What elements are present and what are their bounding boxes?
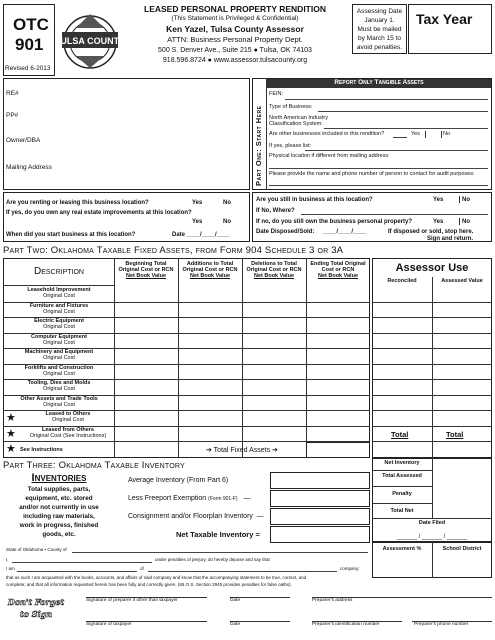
ending-total-cell[interactable] — [306, 364, 370, 380]
if-yes-field[interactable] — [305, 150, 488, 151]
col2-header-c: Net Book Value — [189, 273, 231, 279]
inventory-desc-5: work in progress, finished — [19, 522, 99, 529]
col3-header-b: Original Cost or RCN — [246, 267, 302, 273]
real-estate-yes[interactable]: Yes — [192, 219, 203, 225]
business-type-label: Type of Business: — [269, 104, 313, 110]
date1-label: Date — [230, 598, 241, 603]
taxpayer-info-box — [3, 78, 250, 190]
owner-dba-label: Owner/DBA — [6, 137, 41, 144]
col4-header-b: Cost or RCN — [321, 267, 355, 273]
description-header: Description — [33, 266, 84, 277]
other-business-field[interactable] — [393, 137, 407, 138]
still-own-yes[interactable]: Yes — [433, 219, 444, 225]
school-district-label: School District — [442, 546, 482, 552]
fein-field[interactable] — [285, 99, 488, 100]
col1-header-a: Beginning Total — [125, 261, 167, 267]
date-filed-label: Date Filed — [418, 520, 446, 526]
asset-label: Machinery and Equipment — [24, 349, 94, 355]
office-address: 500 S. Denver Ave., Suite 215 ● Tulsa, OK 74103 — [158, 47, 312, 54]
physical-location-label: Physical location if different from mailing address: — [269, 153, 390, 159]
row-divider-assessor — [372, 441, 492, 442]
assessing-date-mailed: Must be mailed — [357, 26, 402, 33]
assessing-date-jan: January 1. — [364, 17, 395, 24]
renting-no[interactable]: No — [223, 200, 231, 206]
audit-contact-label: Please provide the name and phone number of person to contact for audit purposes: — [269, 171, 475, 177]
additions-cell[interactable] — [178, 379, 242, 395]
oath-line1-a: I, — [6, 557, 9, 562]
total-fixed-assets-field[interactable] — [306, 442, 370, 458]
deletions-cell[interactable] — [242, 379, 306, 395]
date2-label: Date — [230, 622, 241, 627]
oath-line2-b: of — [140, 566, 144, 571]
office-only-label: Report Only Tangible Assets — [334, 79, 424, 86]
beginning-total-cell[interactable] — [114, 286, 178, 302]
asset-row — [4, 302, 492, 318]
oath-line2-a: I am — [6, 566, 15, 571]
business-type-field[interactable] — [318, 111, 488, 112]
oath-line2-c: company; — [340, 566, 360, 571]
freeport-field[interactable] — [270, 490, 370, 507]
preparer-id-label: Preparer's identification number — [312, 622, 380, 627]
ending-total-cell[interactable] — [306, 426, 370, 442]
star-bullet: ★ — [6, 412, 16, 424]
total-assessed-label: Total Assessed — [382, 473, 422, 479]
assessor-name: Ken Yazel, Tulsa County Assessor — [166, 24, 304, 34]
beginning-total-cell[interactable] — [114, 364, 178, 380]
assessor-inventory-col — [432, 458, 433, 518]
total-assessed-divider — [372, 486, 432, 487]
asset-sublabel: Original Cost — [43, 401, 75, 408]
naics-field[interactable] — [324, 128, 488, 129]
sign-return-note: Sign and return. — [427, 236, 474, 242]
asset-row — [4, 286, 492, 302]
part-two-title: Part Two: Oklahoma Taxable Fixed Assets, from Form 904 Schedule 3 or 3A — [3, 245, 344, 256]
form-code: OTC — [13, 15, 49, 34]
if-no-where-label: If No, Where? — [256, 208, 295, 214]
beginning-total-cell[interactable] — [114, 302, 178, 318]
net-inventory-divider — [372, 470, 432, 471]
ending-total-cell[interactable] — [306, 286, 370, 302]
col1-header-b: Original Cost or RCN — [118, 267, 174, 273]
consignment-field[interactable] — [270, 508, 370, 525]
date-filed-field[interactable]: ______ / ______ / ______ — [396, 534, 468, 540]
start-date-field[interactable]: Date ____/____/____ — [172, 232, 231, 238]
date-disposed-label: Date Disposed/Sold: — [256, 229, 315, 235]
oath-company-field[interactable] — [148, 571, 337, 572]
col3-header-a: Deletions to Total — [251, 261, 297, 267]
asset-label: Leased to Others — [45, 411, 91, 417]
beginning-total-cell[interactable] — [114, 410, 178, 426]
tulsa-county-seal — [54, 4, 126, 76]
asset-label: Computer Equipment — [31, 333, 87, 340]
other-business-yes-box[interactable] — [425, 131, 429, 138]
asset-label: Leased from Others — [42, 426, 94, 433]
oath-title-field[interactable] — [17, 571, 137, 572]
county-field[interactable] — [72, 552, 368, 553]
mailing-address-label: Mailing Address — [6, 164, 52, 171]
ending-total-cell[interactable] — [306, 410, 370, 426]
form-number: 901 — [15, 35, 44, 54]
svg-text:TULSA COUNTY: TULSA COUNTY — [54, 36, 126, 46]
asset-row — [4, 348, 492, 364]
additions-cell[interactable] — [178, 333, 242, 349]
asset-sublabel: Original Cost — [43, 386, 75, 392]
beginning-total-cell[interactable] — [114, 379, 178, 395]
part-one-divider — [266, 78, 267, 190]
attn-line: ATTN: Business Personal Property Dept. — [167, 35, 303, 44]
col4-header-c: Net Book Value — [317, 273, 359, 279]
additions-cell[interactable] — [178, 364, 242, 380]
still-in-business-no[interactable]: No — [462, 197, 470, 203]
physical-location-field[interactable] — [269, 168, 488, 169]
deletions-cell[interactable] — [242, 333, 306, 349]
other-business-no-box[interactable] — [441, 131, 445, 138]
office-contact: 918.596.8724 ● www.assessor.tulsacounty.org — [162, 57, 308, 64]
additions-cell[interactable] — [178, 348, 242, 364]
date-disposed-field[interactable]: ____/____/____ — [323, 229, 367, 235]
beginning-total-cell[interactable] — [114, 317, 178, 333]
renting-question: Are you renting or leasing this business location? — [6, 200, 149, 206]
penalty-label: Penalty — [392, 491, 412, 497]
inventory-desc-2: equipment, etc. stored — [25, 495, 93, 502]
deletions-cell[interactable] — [242, 286, 306, 302]
deletions-cell[interactable] — [242, 302, 306, 318]
naics-label-1: North American Industry — [269, 115, 328, 121]
assessed-total: Total — [446, 430, 464, 439]
fein-label: FEIN: — [269, 91, 284, 97]
total-net-label: Total Net — [390, 508, 414, 514]
asset-row — [4, 395, 492, 411]
col2-header-b: Original Cost or RCN — [182, 267, 238, 273]
assessing-date-penalties: avoid penalties. — [356, 44, 403, 51]
consignment-label: Consignment and/or Floorplan Inventory — — [128, 513, 264, 520]
oath-line3: that as such I am acquainted with the books, accounts, and affairs of said company and know that the accompanying statement to be true, correct, and — [6, 575, 307, 580]
asset-sublabel: Original Cost — [43, 355, 75, 361]
still-own-question: If no, do you still own the business personal property? — [256, 219, 413, 225]
asset-sublabel: Original Cost — [43, 339, 75, 346]
penalty-divider — [372, 503, 432, 504]
asset-sublabel: Original Cost (See Instructions) — [29, 432, 107, 439]
asset-row — [4, 317, 492, 333]
ending-total-cell[interactable] — [306, 317, 370, 333]
net-taxable-inventory-field[interactable] — [270, 526, 370, 543]
tax-year-label: Tax Year — [416, 11, 473, 27]
col3-header-c: Net Book Value — [253, 273, 295, 279]
other-business-label: Are other businesses included in this rendition? — [269, 131, 385, 137]
total-fixed-assets-label: ➔ Total Fixed Assets ➔ — [206, 447, 278, 454]
ending-total-cell[interactable] — [306, 395, 370, 411]
see-instructions[interactable]: See Instructions — [20, 447, 63, 453]
beginning-total-cell[interactable] — [114, 426, 178, 442]
deletions-cell[interactable] — [242, 317, 306, 333]
audit-contact-field[interactable] — [269, 185, 488, 186]
net-inventory-label: Net Inventory — [384, 460, 420, 466]
col2-header-a: Additions to Total — [186, 261, 234, 267]
if-no-where-field[interactable] — [301, 214, 488, 215]
asset-label: Forklifts and Construction — [24, 364, 94, 371]
beginning-total-cell[interactable] — [114, 333, 178, 349]
preparer-signature-label: Signature of preparer if other than taxpayer — [86, 598, 178, 603]
additions-cell[interactable] — [178, 426, 242, 442]
taxpayer-signature-label: Signature of taxpayer — [86, 622, 132, 627]
re-label: RE# — [6, 90, 19, 97]
star-bullet-3: ★ — [6, 443, 16, 455]
other-business-yes[interactable]: Yes — [411, 131, 420, 137]
deletions-cell[interactable] — [242, 348, 306, 364]
assessment-percent-label: Assessment % — [382, 546, 422, 552]
revised-date: Revised 6-2013 — [5, 65, 51, 72]
inventory-desc-3: and/or not currently in use — [19, 504, 99, 511]
if-yes-label: If yes, please list: — [269, 143, 312, 149]
part-one-vertical-label: Part One: Start Here — [254, 105, 263, 186]
asset-sublabel: Original Cost — [43, 308, 75, 315]
asset-sublabel: Original Cost — [43, 370, 75, 377]
oath-name-field[interactable] — [12, 562, 152, 563]
ending-total-cell[interactable] — [306, 348, 370, 364]
deletions-cell[interactable] — [242, 410, 306, 426]
average-inventory-field[interactable] — [270, 472, 370, 489]
asset-sublabel: Original Cost — [43, 324, 75, 330]
still-in-business-yes[interactable]: Yes — [433, 197, 444, 203]
deletions-cell[interactable] — [242, 426, 306, 442]
asset-row — [4, 364, 492, 380]
asset-sublabel: Original Cost — [43, 293, 75, 299]
additions-cell[interactable] — [178, 410, 242, 426]
asset-row — [4, 333, 492, 349]
inventories-header: Inventories — [31, 472, 87, 484]
reconciled-header: Reconciled — [387, 278, 417, 284]
real-estate-question: If yes, do you own any real estate improvements at this location? — [6, 210, 192, 216]
part-three-title: Part Three: Oklahoma Taxable Inventory — [3, 460, 185, 471]
asset-label: Furniture and Fixtures — [29, 302, 89, 309]
inventory-desc-1: Total supplies, parts, — [27, 486, 91, 493]
still-in-business-question: Are you still in business at this location? — [256, 197, 373, 203]
inventory-desc-6: goods, etc. — [42, 531, 76, 538]
col4-header-a: Ending Total Original — [310, 261, 366, 267]
beginning-total-cell[interactable] — [114, 348, 178, 364]
freeport-label: Less Freeport Exemption (Form 901-F) — — [128, 495, 251, 502]
col1-header-c: Net Book Value — [125, 273, 167, 279]
assessing-date-march: by March 15 to — [358, 35, 401, 42]
assessed-value-header: Assessed Value — [441, 278, 483, 284]
asset-row — [4, 410, 492, 426]
date-filed-divider — [372, 518, 492, 519]
ending-total-cell[interactable] — [306, 333, 370, 349]
asset-row — [4, 379, 492, 395]
beginning-total-cell[interactable] — [114, 395, 178, 411]
reconciled-total: Total — [391, 430, 409, 439]
inventory-desc-4: including raw materials, — [23, 513, 95, 520]
assessor-use-header: Assessor Use — [395, 262, 469, 274]
additions-cell[interactable] — [178, 302, 242, 318]
oath-line1-b: under penalties of perjury, do hereby depose and say that — [155, 557, 270, 562]
preparer-phone-label: Preparer's phone number — [414, 622, 469, 627]
additions-cell[interactable] — [178, 317, 242, 333]
ending-total-cell[interactable] — [306, 302, 370, 318]
real-estate-no[interactable]: No — [223, 219, 231, 225]
additions-cell[interactable] — [178, 395, 242, 411]
deletions-cell[interactable] — [242, 364, 306, 380]
preparer-address-label: Preparer's address — [312, 598, 353, 603]
asset-row — [4, 426, 492, 442]
asset-label: Tooling, Dies and Molds — [27, 380, 91, 386]
asset-label: Other Assets and Trade Tools — [20, 395, 98, 402]
deletions-cell[interactable] — [242, 395, 306, 411]
oath-state-county: State of Oklahoma • County of — [6, 547, 67, 552]
form-title: LEASED PERSONAL PROPERTY RENDITION — [144, 4, 326, 14]
naics-label-2: Classification System: — [269, 121, 323, 127]
disposed-stop-note: If disposed or sold, stop here. — [388, 229, 474, 235]
still-own-no[interactable]: No — [462, 219, 470, 225]
average-inventory-label: Average Inventory (From Part 6) — [128, 477, 229, 484]
other-business-no[interactable]: No — [443, 131, 451, 137]
additions-cell[interactable] — [178, 286, 242, 302]
asset-sublabel: Original Cost — [52, 417, 84, 423]
oath-line4: complete; and that all information requested herein has been fully and correctly given. (68 O.S. Section 2945 provides penalties for false oaths) — [6, 582, 291, 587]
dont-forget-stamp: Don't Forget to Sign — [7, 597, 65, 619]
assessing-date-label: Assessing Date — [356, 8, 403, 15]
asset-label: Electric Equipment — [34, 318, 84, 324]
pp-label: PP# — [6, 112, 19, 119]
start-date-question: When did you start business at this location? — [6, 232, 136, 238]
form-subtitle: (This Statement is Privileged & Confidential) — [171, 15, 299, 22]
star-bullet: ★ — [6, 427, 16, 440]
ending-total-cell[interactable] — [306, 379, 370, 395]
net-taxable-inventory-label: Net Taxable Inventory = — [176, 530, 260, 539]
renting-yes[interactable]: Yes — [192, 200, 203, 206]
asset-label: Leasehold Improvement — [27, 287, 91, 293]
